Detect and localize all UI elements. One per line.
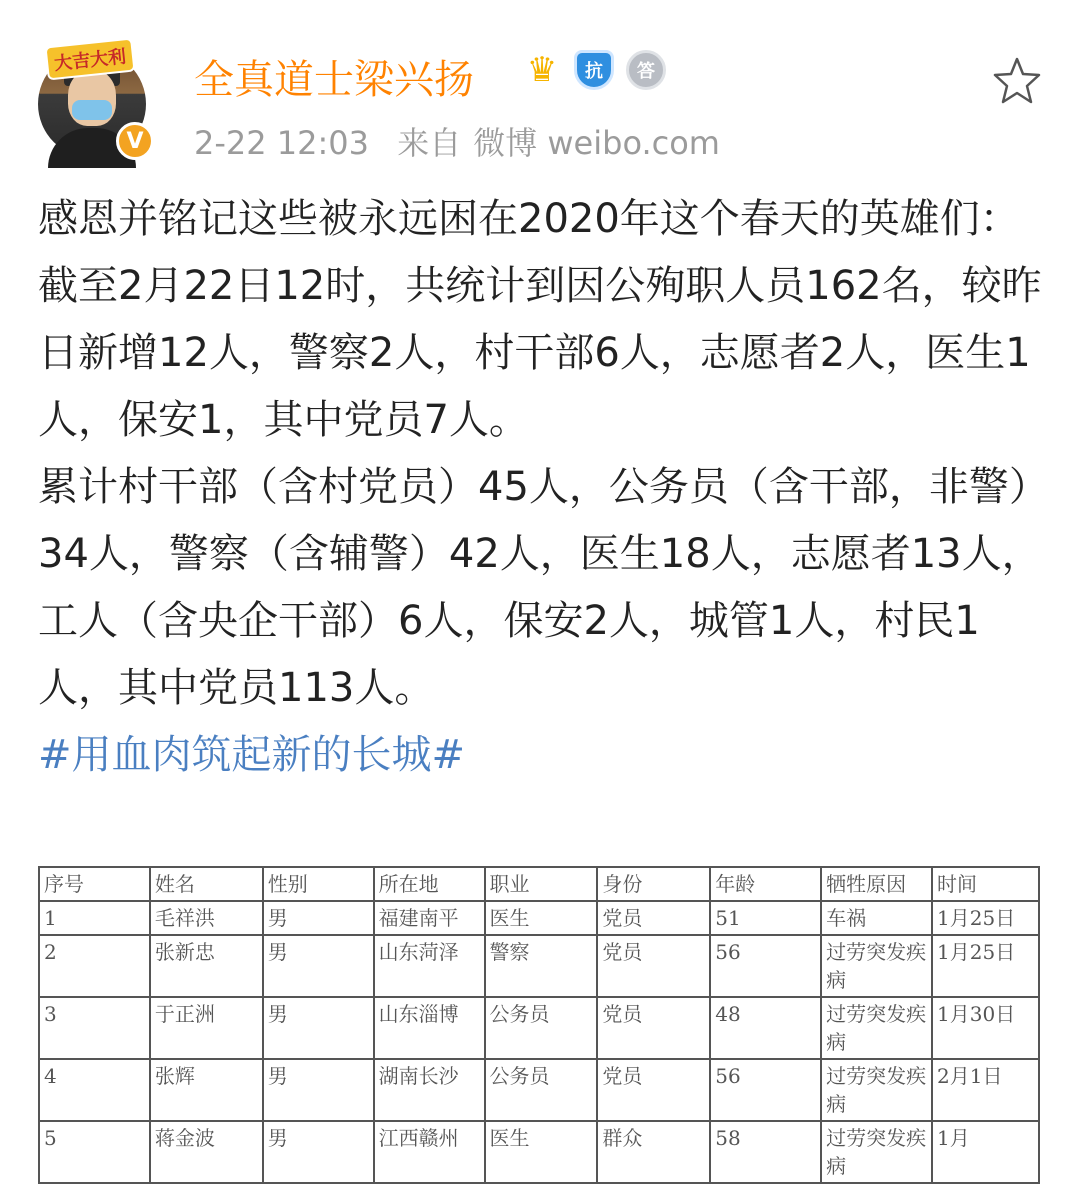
- table-cell: 男: [263, 997, 374, 1059]
- table-cell: 毛祥洪: [150, 901, 263, 935]
- table-cell: 公务员: [485, 1059, 598, 1121]
- medal-badge-icon[interactable]: 答: [626, 50, 666, 90]
- table-cell: 医生: [485, 1121, 598, 1183]
- post-paragraph: 感恩并铭记这些被永远困在2020年这个春天的英雄们：: [38, 196, 1020, 242]
- table-cell: 湖南长沙: [374, 1059, 485, 1121]
- table-cell: 3: [39, 997, 150, 1059]
- post-paragraph: 累计村干部（含村党员）45人，公务员（含干部，非警）34人，警察（含辅警）42人，医生18人，志愿者13人，工人（含央企干部）6人，保安2人，城管1人，村民1人，其中党员113人。: [38, 464, 1042, 711]
- table-cell: 张新忠: [150, 935, 263, 997]
- source-prefix: 来自: [397, 124, 462, 162]
- table-cell: 2月1日: [932, 1059, 1039, 1121]
- post-source: 微博 weibo.com: [473, 124, 720, 162]
- post-meta: [194, 118, 720, 164]
- table-cell: 党员: [597, 935, 710, 997]
- table-header-cell: 时间: [932, 867, 1039, 901]
- table-cell: 过劳突发疾病: [821, 1121, 932, 1183]
- table-header-cell: 职业: [485, 867, 598, 901]
- post-time: 2-22 12:03: [194, 124, 370, 162]
- table-cell: 男: [263, 935, 374, 997]
- table-row: [39, 1121, 1039, 1183]
- hashtag-link[interactable]: #用血肉筑起新的长城#: [38, 732, 466, 778]
- table-header-cell: 牺牲原因: [821, 867, 932, 901]
- table-header-cell: 所在地: [374, 867, 485, 901]
- table-cell: 车祸: [821, 901, 932, 935]
- table-image[interactable]: [38, 866, 1040, 1178]
- table-cell: 过劳突发疾病: [821, 1059, 932, 1121]
- table-cell: 1月: [932, 1121, 1039, 1183]
- table-cell: 山东淄博: [374, 997, 485, 1059]
- verified-badge-icon: V: [116, 122, 154, 160]
- table-cell: 男: [263, 1059, 374, 1121]
- table-cell: 江西赣州: [374, 1121, 485, 1183]
- username[interactable]: 全真道士梁兴扬: [194, 57, 474, 103]
- post-header: [0, 0, 1080, 175]
- table-cell: 男: [263, 901, 374, 935]
- table-cell: 警察: [485, 935, 598, 997]
- table-cell: 4: [39, 1059, 150, 1121]
- avatar-banner: 大吉大利: [44, 37, 135, 80]
- table-cell: 1月25日: [932, 935, 1039, 997]
- table-row: [39, 935, 1039, 997]
- table-cell: 5: [39, 1121, 150, 1183]
- table-row: [39, 901, 1039, 935]
- table-header-cell: 年龄: [710, 867, 821, 901]
- post-body: [38, 186, 1048, 789]
- table-cell: 过劳突发疾病: [821, 935, 932, 997]
- table-cell: 党员: [597, 1059, 710, 1121]
- table-cell: 群众: [597, 1121, 710, 1183]
- table-cell: 1: [39, 901, 150, 935]
- table-cell: 2: [39, 935, 150, 997]
- table-cell: 医生: [485, 901, 598, 935]
- table-cell: 48: [710, 997, 821, 1059]
- crown-icon[interactable]: ♛: [526, 50, 558, 90]
- table-cell: 山东菏泽: [374, 935, 485, 997]
- table-cell: 56: [710, 1059, 821, 1121]
- post-paragraph: 截至2月22日12时，共统计到因公殉职人员162名，较昨日新增12人，警察2人，村干部6人，志愿者2人，医生1人，保安1，其中党员7人。: [38, 263, 1042, 443]
- table-cell: 党员: [597, 901, 710, 935]
- table-cell: 公务员: [485, 997, 598, 1059]
- shield-badge-icon[interactable]: 抗: [574, 50, 614, 90]
- favorite-star-icon[interactable]: [992, 56, 1042, 106]
- table-header-row: [39, 867, 1039, 901]
- table-cell: 过劳突发疾病: [821, 997, 932, 1059]
- user-badges: [522, 50, 666, 90]
- table-cell: 51: [710, 901, 821, 935]
- table-header-cell: 性别: [263, 867, 374, 901]
- table-cell: 58: [710, 1121, 821, 1183]
- avatar[interactable]: [38, 40, 156, 158]
- table-cell: 1月25日: [932, 901, 1039, 935]
- table-cell: 党员: [597, 997, 710, 1059]
- table-cell: 于正洲: [150, 997, 263, 1059]
- table-header-cell: 序号: [39, 867, 150, 901]
- table-cell: 蒋金波: [150, 1121, 263, 1183]
- table-row: [39, 1059, 1039, 1121]
- table-row: [39, 997, 1039, 1059]
- table-cell: 张辉: [150, 1059, 263, 1121]
- table-cell: 1月30日: [932, 997, 1039, 1059]
- casualty-table: [38, 866, 1040, 1184]
- table-cell: 福建南平: [374, 901, 485, 935]
- table-cell: 56: [710, 935, 821, 997]
- table-cell: 男: [263, 1121, 374, 1183]
- table-header-cell: 身份: [597, 867, 710, 901]
- table-header-cell: 姓名: [150, 867, 263, 901]
